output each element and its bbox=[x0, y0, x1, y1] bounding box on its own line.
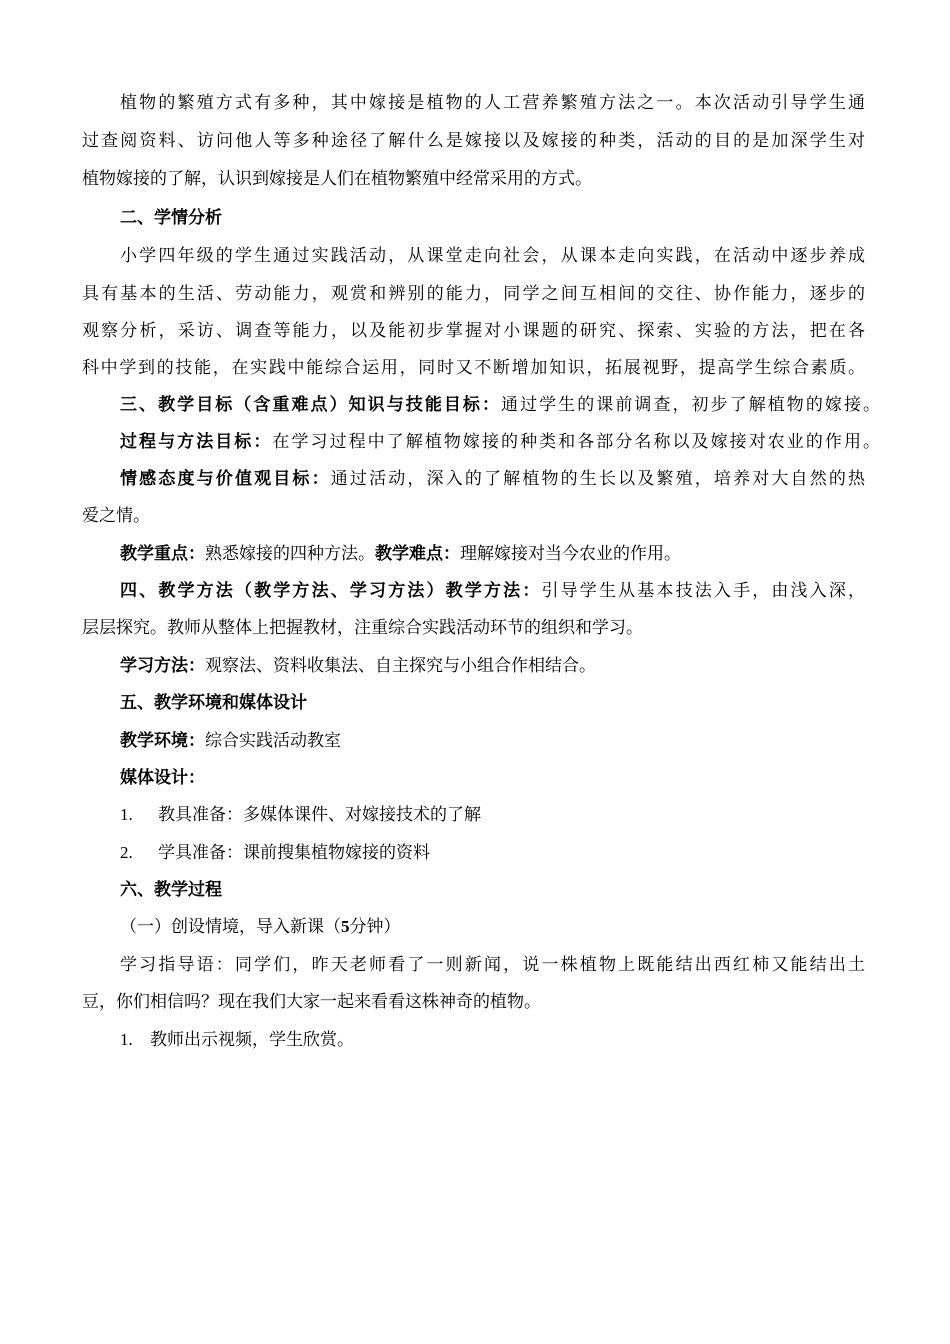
list-item-number: 2. bbox=[120, 843, 133, 862]
emotion-goal-text: 通过活动，深入的了解植物的生长以及繁殖，培养对大自然的热 bbox=[330, 469, 866, 489]
list-item: 学具准备：课前搜集植物嫁接的资料 bbox=[158, 843, 430, 863]
key-point-label: 教学重点： bbox=[120, 544, 205, 564]
section-heading-5: 五、教学环境和媒体设计 bbox=[120, 693, 307, 713]
process-goal-text: 在学习过程中了解植物嫁接的种类和各部分名称以及嫁接对农业的作用。 bbox=[272, 432, 881, 452]
process-goal-label: 过程与方法目标： bbox=[120, 432, 273, 452]
list-item: 教具准备：多媒体课件、对嫁接技术的了解 bbox=[158, 805, 481, 825]
section-heading-2: 二、学情分析 bbox=[120, 208, 222, 228]
emotion-goal-line bbox=[120, 468, 865, 490]
subsection-suffix: 分钟） bbox=[349, 917, 401, 937]
environment-label: 教学环境： bbox=[120, 731, 205, 751]
study-method-label: 学习方法： bbox=[120, 656, 205, 676]
teaching-method-line-2: 层层探究。教师从整体上把握教材，注重综合实践活动环节的组织和学习。 bbox=[82, 618, 643, 638]
subsection-heading bbox=[120, 916, 401, 938]
intro-line-3: 植物嫁接的了解，认识到嫁接是人们在植物繁殖中经常采用的方式。 bbox=[82, 169, 592, 189]
study-method-line bbox=[120, 655, 596, 677]
list-item-number: 1. bbox=[120, 805, 133, 824]
key-difficulty-line bbox=[120, 543, 681, 565]
section-heading-6: 六、教学过程 bbox=[120, 880, 222, 900]
section-heading-3: 三、教学目标（含重难点）知识与技能目标： bbox=[120, 395, 502, 415]
intro-line-2: 过查阅资料、访问他人等多种途径了解什么是嫁接以及嫁接的种类，活动的目的是加深学生对 bbox=[82, 131, 865, 151]
section2-line-1: 小学四年级的学生通过实践活动，从课堂走向社会，从课本走向实践，在活动中逐步养成 bbox=[120, 246, 865, 266]
section2-line-2: 具有基本的生活、劳动能力，观赏和辨别的能力，同学之间互相间的交往、协作能力，逐步的 bbox=[82, 284, 865, 304]
knowledge-goal-text: 通过学生的课前调查，初步了解植物的嫁接。 bbox=[501, 395, 881, 415]
study-method-text: 观察法、资料收集法、自主探究与小组合作相结合。 bbox=[205, 656, 596, 676]
process-goal-line bbox=[120, 431, 880, 453]
section2-line-4: 科中学到的技能，在实践中能综合运用，同时又不断增加知识，拓展视野，提高学生综合素质。 bbox=[82, 358, 865, 378]
section4-heading-line bbox=[120, 580, 865, 602]
section3-heading-line bbox=[120, 394, 880, 416]
step-number: 1. bbox=[120, 1030, 133, 1049]
difficulty-label: 教学难点： bbox=[375, 544, 460, 564]
emotion-goal-line-2: 爱之情。 bbox=[82, 506, 150, 526]
step-text: 教师出示视频，学生欣赏。 bbox=[150, 1030, 354, 1050]
environment-text: 综合实践活动教室 bbox=[205, 731, 341, 751]
key-point-text: 熟悉嫁接的四种方法。 bbox=[205, 544, 375, 564]
guide-line-2: 豆，你们相信吗？现在我们大家一起来看看这株神奇的植物。 bbox=[82, 992, 541, 1012]
subsection-prefix: （一）创设情境，导入新课（ bbox=[120, 917, 341, 937]
intro-line-1: 植物的繁殖方式有多种，其中嫁接是植物的人工营养繁殖方法之一。本次活动引导学生通 bbox=[120, 93, 865, 113]
teaching-method-text: 引导学生从基本技法入手，由浅入深， bbox=[541, 581, 866, 601]
guide-line-1: 学习指导语：同学们，昨天老师看了一则新闻，说一株植物上既能结出西红柿又能结出土 bbox=[120, 955, 865, 975]
emotion-goal-label: 情感态度与价值观目标： bbox=[120, 469, 331, 489]
environment-line bbox=[120, 730, 341, 752]
section2-line-3: 观察分析，采访、调查等能力，以及能初步掌握对小课题的研究、探索、实验的方法，把在各 bbox=[82, 321, 865, 341]
media-design-label: 媒体设计： bbox=[120, 768, 205, 788]
section-heading-4: 四、教学方法（教学方法、学习方法）教学方法： bbox=[120, 581, 542, 601]
difficulty-text: 理解嫁接对当今农业的作用。 bbox=[460, 544, 681, 564]
subsection-minutes: 5 bbox=[341, 917, 350, 936]
